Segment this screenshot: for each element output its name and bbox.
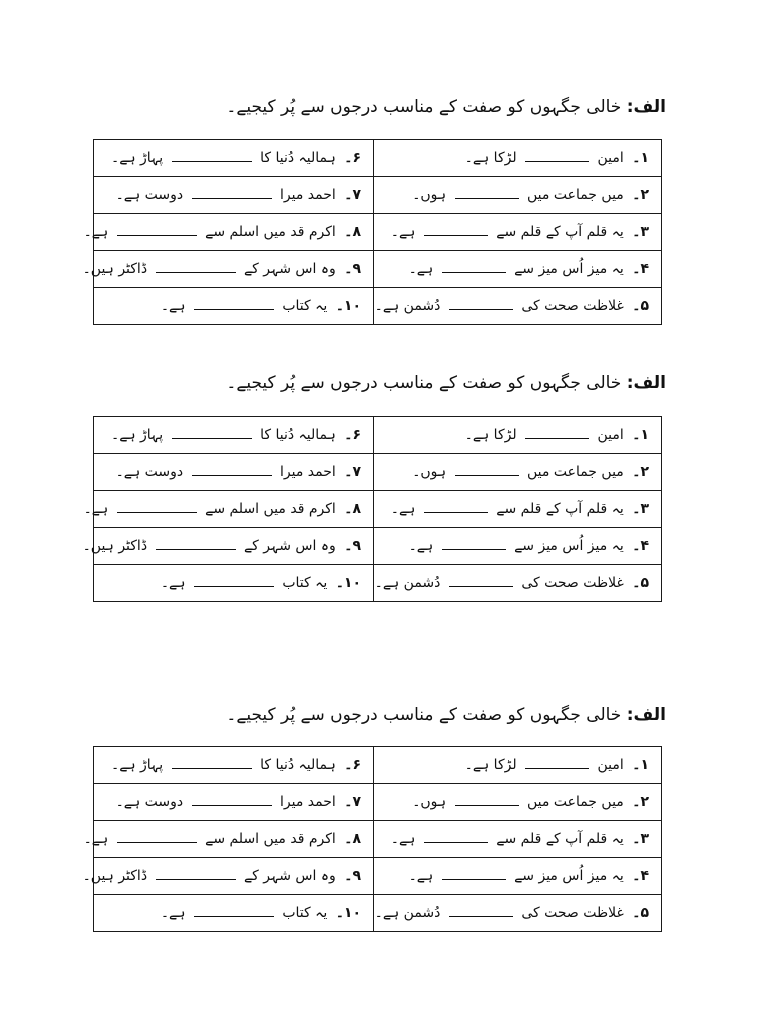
table-row bbox=[94, 177, 662, 214]
answer-blank bbox=[156, 878, 236, 880]
question-text-after: ڈاکٹر ہیں۔ bbox=[82, 261, 148, 277]
answer-blank bbox=[172, 437, 252, 439]
question-cell bbox=[94, 565, 374, 602]
question-text-before: ہمالیہ دُنیا کا bbox=[260, 150, 336, 166]
question-text-after: ہے۔ bbox=[408, 261, 434, 277]
question-cell bbox=[374, 177, 662, 214]
question-cell bbox=[374, 454, 662, 491]
answer-blank bbox=[455, 474, 519, 476]
question-number: ۲۔ bbox=[632, 187, 649, 203]
question-text-before: غلاظت صحت کی bbox=[521, 905, 624, 921]
question-cell bbox=[94, 895, 374, 932]
answer-blank bbox=[442, 271, 506, 273]
question-cell bbox=[94, 140, 374, 177]
question-text-before: میں جماعت میں bbox=[527, 794, 624, 810]
question-cell bbox=[374, 417, 662, 454]
question-text-before: اکرم قد میں اسلم سے bbox=[205, 224, 336, 240]
question-text-before: میں جماعت میں bbox=[527, 464, 624, 480]
question-number: ۳۔ bbox=[632, 831, 649, 847]
answer-blank bbox=[525, 767, 589, 769]
question-cell bbox=[374, 251, 662, 288]
exercise-instruction: خالی جگہوں کو صفت کے مناسب درجوں سے پُر کیجیے۔ bbox=[226, 373, 622, 393]
answer-blank bbox=[156, 271, 236, 273]
question-cell bbox=[374, 214, 662, 251]
answer-blank bbox=[117, 234, 197, 236]
question-text-after: ہے۔ bbox=[83, 501, 109, 517]
exercise-heading bbox=[226, 372, 666, 393]
question-text-before: وہ اس شہر کے bbox=[243, 868, 336, 884]
question-cell bbox=[94, 747, 374, 784]
question-text-before: اکرم قد میں اسلم سے bbox=[205, 831, 336, 847]
question-text-before: ہمالیہ دُنیا کا bbox=[260, 427, 336, 443]
question-text-before: یہ قلم آپ کے قلم سے bbox=[496, 831, 624, 847]
question-text-after: ہے۔ bbox=[160, 575, 186, 591]
question-number: ۵۔ bbox=[632, 298, 649, 314]
exercise-instruction: خالی جگہوں کو صفت کے مناسب درجوں سے پُر کیجیے۔ bbox=[226, 705, 622, 725]
question-number: ۲۔ bbox=[632, 794, 649, 810]
exercise-heading bbox=[226, 704, 666, 725]
question-text-before: یہ کتاب bbox=[282, 575, 328, 591]
table-row bbox=[94, 821, 662, 858]
question-text-before: میں جماعت میں bbox=[527, 187, 624, 203]
answer-blank bbox=[172, 767, 252, 769]
question-text-after: دُشمن ہے۔ bbox=[374, 575, 441, 591]
question-text-before: یہ قلم آپ کے قلم سے bbox=[496, 501, 624, 517]
answer-blank bbox=[117, 511, 197, 513]
question-number: ۱۔ bbox=[632, 427, 649, 443]
table-row bbox=[94, 454, 662, 491]
question-cell bbox=[374, 288, 662, 325]
answer-blank bbox=[449, 915, 513, 917]
question-cell bbox=[83, 821, 374, 858]
question-number: ۴۔ bbox=[632, 538, 649, 554]
question-number: ۸۔ bbox=[344, 831, 361, 847]
question-text-after: ہے۔ bbox=[160, 298, 186, 314]
table-row bbox=[94, 491, 662, 528]
question-cell bbox=[374, 528, 662, 565]
table-row bbox=[94, 747, 662, 784]
answer-blank bbox=[424, 841, 488, 843]
question-cell bbox=[82, 251, 374, 288]
question-number: ۷۔ bbox=[344, 187, 361, 203]
question-number: ۶۔ bbox=[344, 427, 361, 443]
question-text-after: ہے۔ bbox=[390, 501, 416, 517]
question-text-before: احمد میرا bbox=[280, 464, 336, 480]
table-row bbox=[94, 858, 662, 895]
answer-blank bbox=[192, 474, 272, 476]
question-text-after: لڑکا ہے۔ bbox=[464, 150, 517, 166]
answer-blank bbox=[455, 804, 519, 806]
question-text-before: غلاظت صحت کی bbox=[521, 298, 624, 314]
answer-blank bbox=[525, 437, 589, 439]
question-cell bbox=[374, 747, 662, 784]
answer-blank bbox=[442, 548, 506, 550]
answer-blank bbox=[156, 548, 236, 550]
question-text-after: ڈاکٹر ہیں۔ bbox=[82, 538, 148, 554]
question-number: ۶۔ bbox=[344, 757, 361, 773]
table-row bbox=[94, 528, 662, 565]
exercise-table bbox=[82, 416, 662, 602]
answer-blank bbox=[172, 160, 252, 162]
question-number: ۹۔ bbox=[344, 868, 361, 884]
question-number: ۴۔ bbox=[632, 868, 649, 884]
question-text-after: پہاڑ ہے۔ bbox=[110, 427, 164, 443]
question-number: ۹۔ bbox=[344, 261, 361, 277]
question-number: ۱۰۔ bbox=[335, 905, 361, 921]
question-text-before: اکرم قد میں اسلم سے bbox=[205, 501, 336, 517]
question-text-before: یہ کتاب bbox=[282, 905, 328, 921]
question-number: ۸۔ bbox=[344, 224, 361, 240]
exercise-heading bbox=[226, 96, 666, 117]
question-cell bbox=[94, 288, 374, 325]
question-text-after: ہوں۔ bbox=[412, 187, 447, 203]
question-text-after: پہاڑ ہے۔ bbox=[110, 150, 164, 166]
question-number: ۱۔ bbox=[632, 757, 649, 773]
answer-blank bbox=[194, 585, 274, 587]
question-text-before: یہ کتاب bbox=[282, 298, 328, 314]
question-number: ۱۰۔ bbox=[335, 298, 361, 314]
question-text-before: ہمالیہ دُنیا کا bbox=[260, 757, 336, 773]
question-text-after: ہوں۔ bbox=[412, 464, 447, 480]
question-cell bbox=[94, 784, 374, 821]
question-text-after: لڑکا ہے۔ bbox=[464, 427, 517, 443]
answer-blank bbox=[449, 585, 513, 587]
question-cell bbox=[94, 454, 374, 491]
question-text-after: ڈاکٹر ہیں۔ bbox=[82, 868, 148, 884]
question-number: ۹۔ bbox=[344, 538, 361, 554]
answer-blank bbox=[194, 308, 274, 310]
question-cell bbox=[374, 140, 662, 177]
table-row bbox=[94, 784, 662, 821]
question-text-before: یہ قلم آپ کے قلم سے bbox=[496, 224, 624, 240]
question-text-after: ہے۔ bbox=[390, 224, 416, 240]
question-text-before: یہ میز اُس میز سے bbox=[514, 261, 624, 277]
exercise-instruction: خالی جگہوں کو صفت کے مناسب درجوں سے پُر کیجیے۔ bbox=[226, 97, 622, 117]
question-text-after: دُشمن ہے۔ bbox=[374, 298, 441, 314]
question-text-before: وہ اس شہر کے bbox=[243, 538, 336, 554]
answer-blank bbox=[455, 197, 519, 199]
question-text-before: امین bbox=[597, 427, 624, 443]
answer-blank bbox=[442, 878, 506, 880]
answer-blank bbox=[424, 234, 488, 236]
exercise-table bbox=[82, 139, 662, 325]
question-cell bbox=[83, 214, 374, 251]
answer-blank bbox=[449, 308, 513, 310]
question-text-after: لڑکا ہے۔ bbox=[464, 757, 517, 773]
answer-blank bbox=[525, 160, 589, 162]
question-number: ۷۔ bbox=[344, 794, 361, 810]
question-number: ۴۔ bbox=[632, 261, 649, 277]
question-text-after: دوست ہے۔ bbox=[115, 464, 184, 480]
question-cell bbox=[82, 858, 374, 895]
question-text-after: ہے۔ bbox=[83, 224, 109, 240]
answer-blank bbox=[194, 915, 274, 917]
table-row bbox=[94, 251, 662, 288]
question-text-before: امین bbox=[597, 150, 624, 166]
question-cell bbox=[82, 528, 374, 565]
question-text-before: غلاظت صحت کی bbox=[521, 575, 624, 591]
answer-blank bbox=[424, 511, 488, 513]
exercise-label: الف: bbox=[626, 705, 666, 725]
answer-blank bbox=[192, 804, 272, 806]
table-row bbox=[94, 565, 662, 602]
question-cell bbox=[94, 177, 374, 214]
question-text-after: دوست ہے۔ bbox=[115, 187, 184, 203]
question-number: ۳۔ bbox=[632, 501, 649, 517]
table-row bbox=[94, 417, 662, 454]
question-cell bbox=[374, 565, 662, 602]
question-text-after: ہے۔ bbox=[390, 831, 416, 847]
question-text-before: یہ میز اُس میز سے bbox=[514, 538, 624, 554]
question-text-after: دُشمن ہے۔ bbox=[374, 905, 441, 921]
question-number: ۶۔ bbox=[344, 150, 361, 166]
question-text-after: ہے۔ bbox=[83, 831, 109, 847]
question-number: ۷۔ bbox=[344, 464, 361, 480]
question-text-before: یہ میز اُس میز سے bbox=[514, 868, 624, 884]
question-number: ۱۔ bbox=[632, 150, 649, 166]
table-row bbox=[94, 288, 662, 325]
question-cell bbox=[374, 784, 662, 821]
table-row bbox=[94, 214, 662, 251]
question-text-after: ہے۔ bbox=[408, 538, 434, 554]
question-text-before: احمد میرا bbox=[280, 794, 336, 810]
question-text-before: وہ اس شہر کے bbox=[243, 261, 336, 277]
table-row bbox=[94, 140, 662, 177]
question-number: ۱۰۔ bbox=[335, 575, 361, 591]
question-cell bbox=[374, 895, 662, 932]
question-number: ۸۔ bbox=[344, 501, 361, 517]
question-text-after: دوست ہے۔ bbox=[115, 794, 184, 810]
answer-blank bbox=[117, 841, 197, 843]
question-text-after: ہوں۔ bbox=[412, 794, 447, 810]
question-text-before: احمد میرا bbox=[280, 187, 336, 203]
question-text-after: پہاڑ ہے۔ bbox=[110, 757, 164, 773]
question-number: ۵۔ bbox=[632, 905, 649, 921]
question-cell bbox=[94, 417, 374, 454]
answer-blank bbox=[192, 197, 272, 199]
question-text-after: ہے۔ bbox=[160, 905, 186, 921]
question-number: ۳۔ bbox=[632, 224, 649, 240]
question-text-before: امین bbox=[597, 757, 624, 773]
table-row bbox=[94, 895, 662, 932]
question-number: ۵۔ bbox=[632, 575, 649, 591]
exercise-label: الف: bbox=[626, 373, 666, 393]
question-text-after: ہے۔ bbox=[408, 868, 434, 884]
exercise-label: الف: bbox=[626, 97, 666, 117]
question-cell bbox=[374, 821, 662, 858]
question-number: ۲۔ bbox=[632, 464, 649, 480]
question-cell bbox=[374, 491, 662, 528]
question-cell bbox=[374, 858, 662, 895]
question-cell bbox=[83, 491, 374, 528]
exercise-table bbox=[82, 746, 662, 932]
